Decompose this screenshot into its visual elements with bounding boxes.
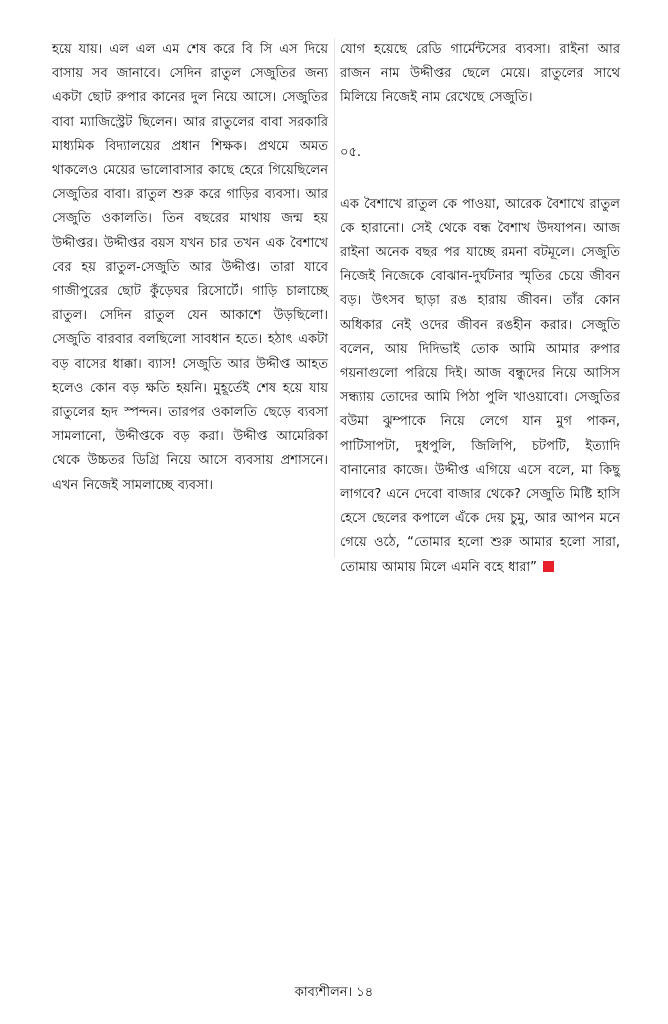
story-paragraph: হয়ে যায়। এল এল এম শেষ করে বি সি এস দিয়ে বাসায় সব জানাবে। সেদিন রাতুল সেজুতির জন্য একটা ছোট রুপার কানের দুল নিয়ে আসে। সেজুতির বাবা ম্যাজিস্ট্রেট ছিলেন। আর রাতুলের বাবা সরকারি মাধ্যমিক বিদ্যালয়ের প্রধান শিক্ষক। প্রথমে অমত থাকলেও মেয়ের ভালোবাসার কাছে হেরে গিয়েছিলেন সেজুতির বাবা। রাতুল শুরু করে গাড়ির ব্যবসা। আর সেজুতি ওকালতি। তিন বছরের মাথায় জন্ম হয় উদ্দীপ্তর। উদ্দীপ্তর বয়স যখন চার তখন এক বৈশাখে বের হয় রাতুল-সেজুতি আর উদ্দীপ্ত। তারা যাবে গাজীপুরের ছোট কুঁড়েঘর রিসোর্টে। গাড়ি চালাচ্ছে রাতুল। সেদিন রাতুল যেন আকাশে উড়ছিলো। সেজুতি বারবার বলছিলো সাবধান হতে। হঠাৎ একটা বড় বাসের ধাক্কা। ব্যাস! সেজুতি আর উদ্দীপ্ত আহত হলেও কোন বড় ক্ষতি হয়নি। মুহূর্তেই শেষ হয়ে যায় রাতুলের হৃদ স্পন্দন। তারপর ওকালতি ছেড়ে ব্যবসা সামলানো, উদ্দীপ্তকে বড় করা। উদ্দীপ্ত আমেরিকা থেকে উচ্চতর ডিগ্রি নিয়ে আসে ব্যবসায় প্রশাসনে। এখন নিজেই সামলাচ্ছে ব্যবসা। <box>52 42 328 493</box>
left-column <box>52 38 328 498</box>
end-of-story-marker <box>543 561 554 572</box>
column-divider <box>334 38 335 558</box>
story-paragraph-continued: যোগ হয়েছে রেডি গার্মেন্টসের ব্যবসা। রাইনা আর রাজন নাম উদ্দীপ্তর ছেলে মেয়ে। রাতুলের সাথে মিলিয়ে নিজেই নাম রেখেছে সেজুতি। <box>340 42 620 106</box>
page-footer: কাব্যশীলন। ১৪ <box>294 985 374 1000</box>
right-column <box>340 38 620 580</box>
section-paragraph-text: এক বৈশাখে রাতুল কে পাওয়া, আরেক বৈশাখে রাতুল কে হারানো। সেই থেকে বন্ধ বৈশাখ উদযাপন। আজ রাইনা অনেক বছর পর যাচ্ছে রমনা বটমূলে। সেজুতি নিজেই নিজেকে বোঝান-দুর্ঘটনার স্মৃতির চেয়ে জীবন বড়। উৎসব ছাড়া রঙ হারায় জীবন। তাঁর কোন অধিকার নেই ওদের জীবন রঙহীন করার। সেজুতি বলেন, আয় দিদিভাই তোক আমি আমার রুপার গয়নাগুলো পরিয়ে দিই। আজ বন্ধুদের নিয়ে আসিস সন্ধ্যায় তোদের আমি পিঠা পুলি খাওয়াবো। সেজুতির বউমা ঝুম্পাকে নিয়ে লেগে যান মুগ পাকন, পাটিসাপটা, দুধপুলি, জিলিপি, চটপটি, ইত্যাদি বানানোর কাজে। উদ্দীপ্ত এগিয়ে এসে বলে, মা কিছু লাগবে? এনে দেবো বাজার থেকে? সেজুতি মিষ্টি হাসি হেসে ছেলের কপালে এঁকে দেয় চুমু, আর আপন মনে গেয়ে ওঠে, “তোমার হলো শুরু আমার হলো সারা, তোমায় আমায় মিলে এমনি বহে ধারা” <box>340 196 620 575</box>
section-paragraph <box>340 193 620 580</box>
section-number: ০৫. <box>340 144 362 160</box>
